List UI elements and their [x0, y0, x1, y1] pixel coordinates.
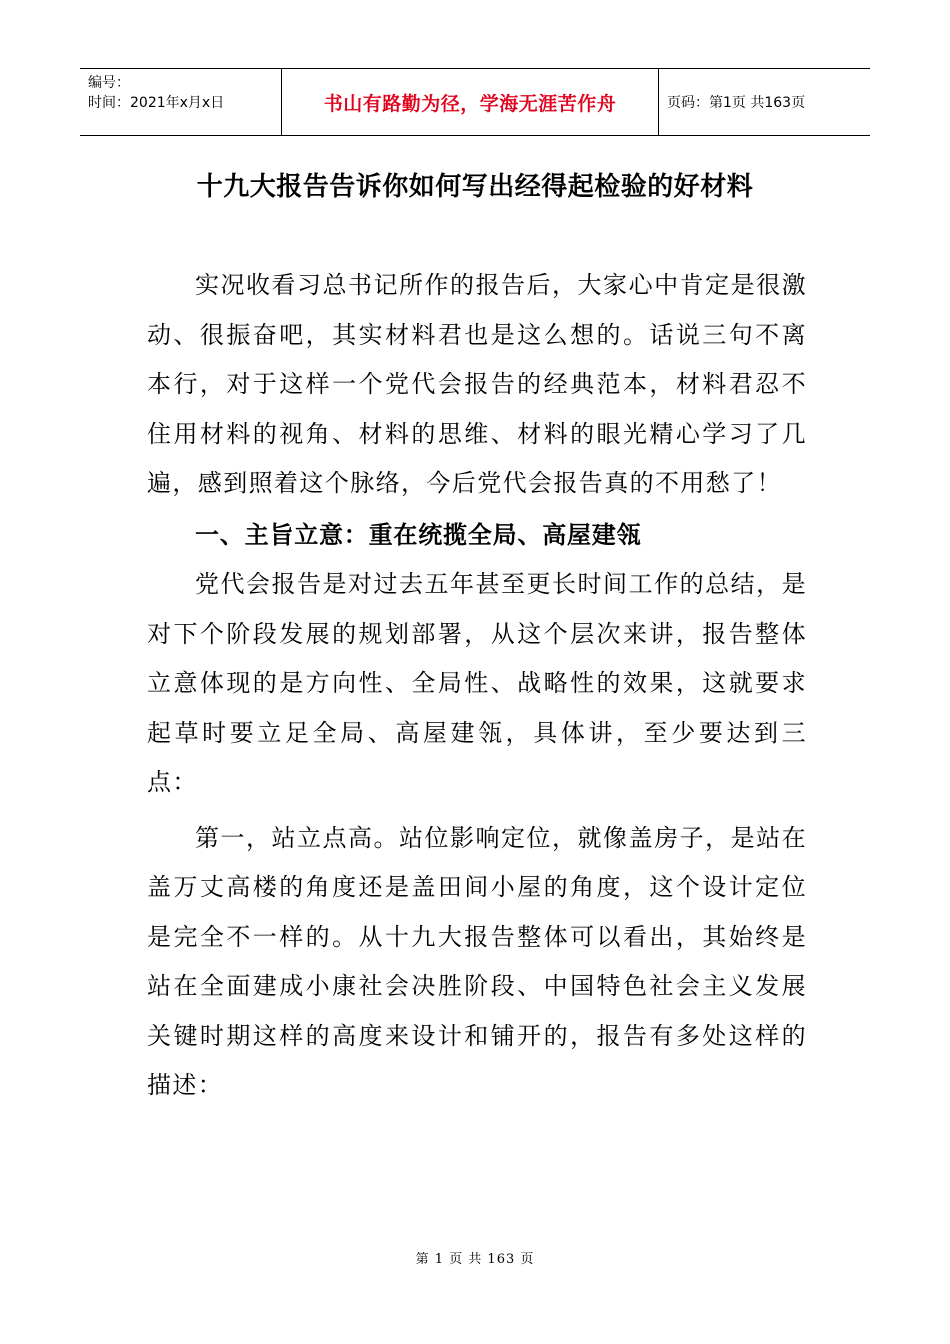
paragraph-intro: 实况收看习总书记所作的报告后，大家心中肯定是很激动、很振奋吧，其实材料君也是这么想的。话说三句不离本行，对于这样一个党代会报告的经典范本，材料君忍不住用材料的视角、材料的思维、材料的眼光精心学习了几遍，感到照着这个脉络，今后党代会报告真的不用愁了！: [147, 271, 807, 497]
page-info-text: 页码：第1页 共163页: [667, 95, 806, 111]
date-label: 时间：2021年x月x日: [88, 95, 225, 111]
paragraph-section-1: 党代会报告是对过去五年甚至更长时间工作的总结，是对下个阶段发展的规划部署，从这个层次来讲，报告整体立意体现的是方向性、全局性、战略性的效果，这就要求起草时要立足全局、高屋建瓴，具体讲，至少要达到三点：: [147, 570, 807, 796]
document-title: 十九大报告告诉你如何写出经得起检验的好材料: [196, 172, 754, 202]
page-footer: 第 1 页 共 163 页: [415, 1252, 535, 1267]
motto-text: 书山有路勤为径，学海无涯苦作舟: [323, 92, 617, 115]
section-heading-1: 一、主旨立意：重在统揽全局、高屋建瓴: [195, 520, 642, 549]
document-body: [147, 261, 807, 1111]
paragraph-point-1: 第一，站立点高。站位影响定位，就像盖房子，是站在盖万丈高楼的角度还是盖田间小屋的角度，这个设计定位是完全不一样的。从十九大报告整体可以看出，其始终是站在全面建成小康社会决胜阶段、中国特色社会主义发展关键时期这样的高度来设计和铺开的，报告有多处这样的描述：: [147, 823, 807, 1099]
header-motto: [282, 69, 659, 135]
document-header: [80, 68, 870, 136]
header-page-info: [659, 69, 870, 135]
header-meta: [80, 69, 282, 135]
serial-number-label: 编号：: [88, 75, 130, 91]
